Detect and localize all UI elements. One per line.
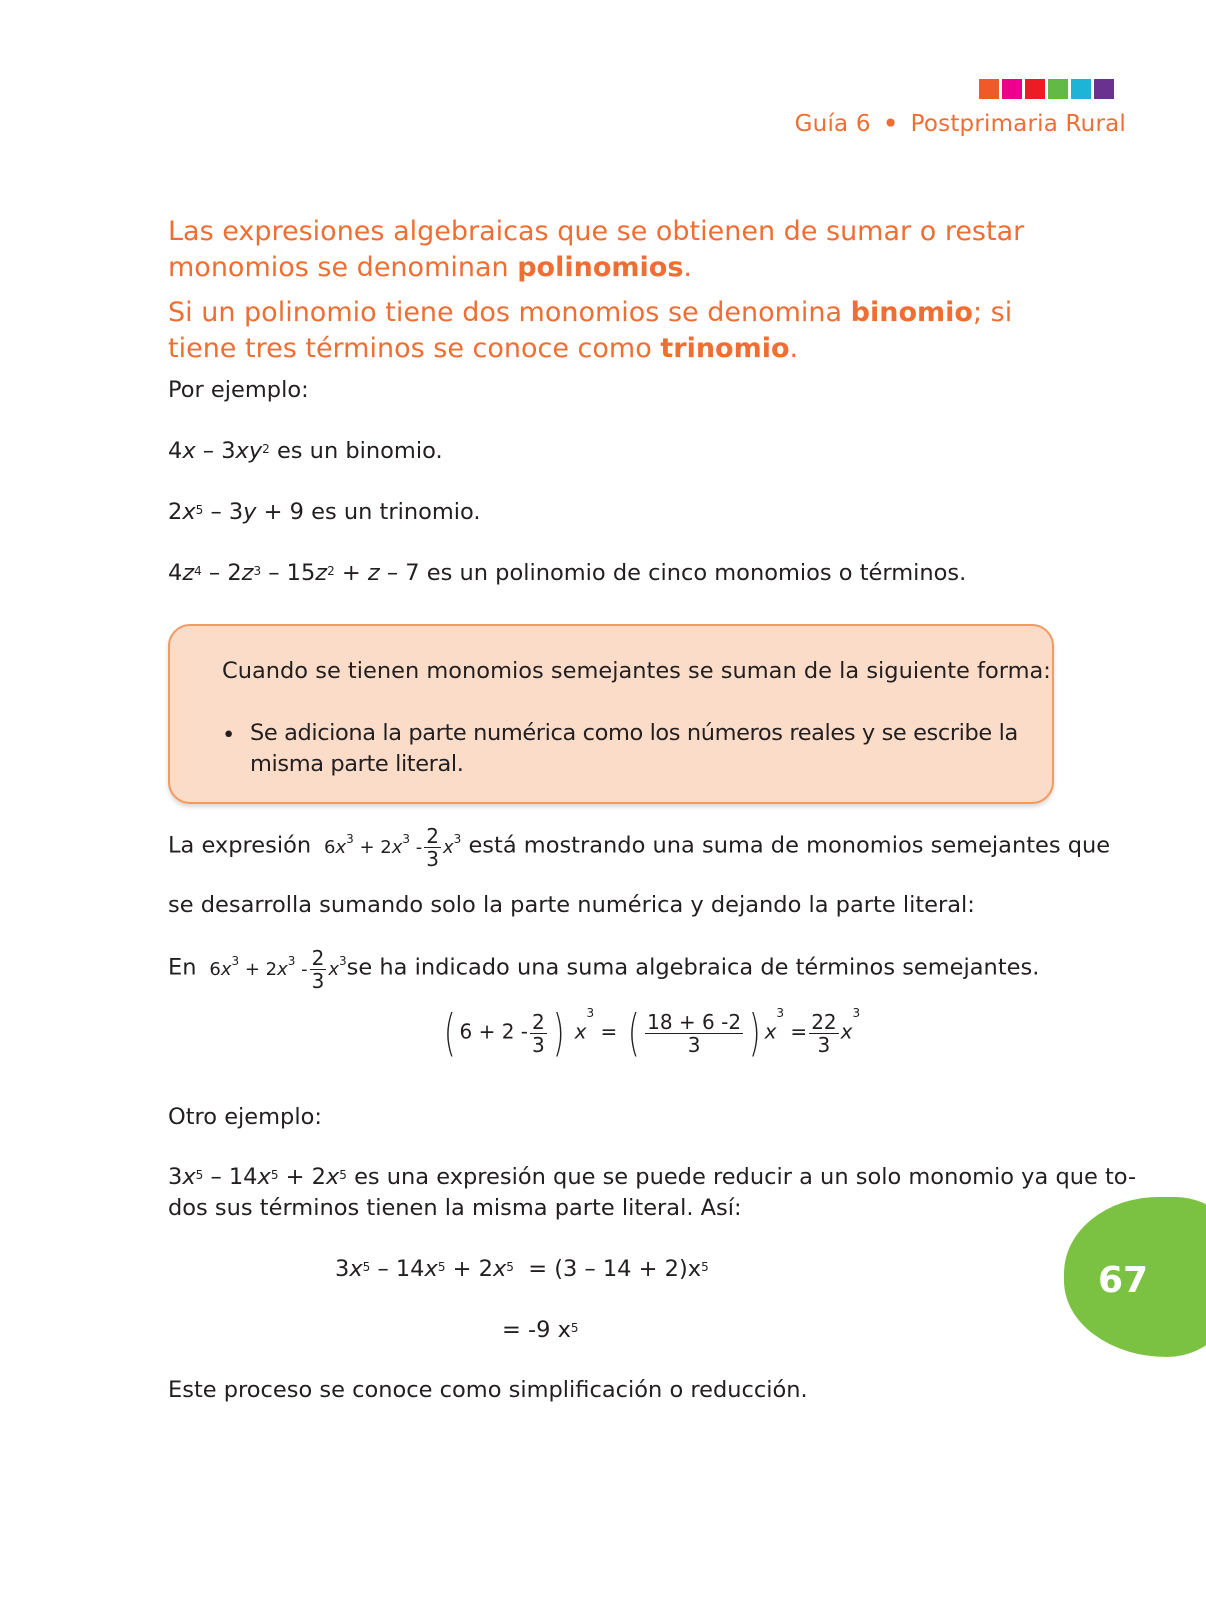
other-intro: Otro ejemplo: <box>168 1104 322 1130</box>
example-suffix: es un binomio. <box>276 438 443 464</box>
definition-period: . <box>789 333 799 364</box>
definition-binomio-trinomio <box>168 295 1068 367</box>
note-lead: Cuando se tienen monomios semejantes se suman de la siguiente forma: <box>222 658 1051 684</box>
example-suffix: es un polinomio de cinco monomios o términos. <box>426 560 967 586</box>
other-line-1 <box>168 1162 1136 1193</box>
math-other-expression: $3x^5 - 14x^5 + 2x^5$ <box>168 1164 347 1190</box>
color-square-orange <box>979 79 999 99</box>
term-binomio: binomio <box>850 297 973 328</box>
other-line-2: dos sus términos tienen la misma parte literal. Así: <box>168 1195 742 1221</box>
running-header <box>795 111 1126 137</box>
header-separator: • <box>883 111 899 137</box>
definition-period: . <box>683 252 692 283</box>
reduction-step-2: = -9 $x^5$ <box>502 1317 579 1343</box>
computation-formula: ( 6 + 2 - $\frac{2}{3}$ ) $x^3$ = ( $\frac{18 + 6 -2}{3}$ ) $x^3$ = $\frac{22}{3}$ $x^3$ <box>443 1004 861 1062</box>
guide-label: Guía 6 <box>794 111 871 137</box>
page-number: 67 <box>1098 1260 1149 1301</box>
definition-polinomio <box>168 214 1068 286</box>
reduction-step-1: $3x^5 - 14x^5 + 2x^5 = (3 - 14 + 2)x^5$ <box>335 1256 709 1282</box>
definition-text: Si un polinomio tiene dos monomios se denomina <box>168 297 843 328</box>
color-square-purple <box>1094 79 1114 99</box>
en-line <box>168 948 1039 991</box>
math-polinomio: $4z^4 - 2z^3 - 15z^2 + z - 7$ <box>168 560 420 586</box>
example-suffix: es un trinomio. <box>311 499 481 525</box>
example-binomio <box>168 436 443 467</box>
math-step-rhs: = (3 – 14 + 2)x <box>528 1256 702 1282</box>
color-square-green <box>1048 79 1068 99</box>
color-square-cyan <box>1071 79 1091 99</box>
note-item: Se adiciona la parte numérica como los números reales y se escribe la misma parte literal. <box>250 720 1018 777</box>
bullet: • <box>222 722 236 748</box>
closing-sentence: Este proceso se conoce como simplificación o reducción. <box>168 1377 808 1403</box>
expression-prefix: La expresión <box>168 832 312 859</box>
math-step-result: = -9 x <box>502 1317 571 1343</box>
term-trinomio: trinomio <box>660 333 790 364</box>
term-polinomios: polinomios <box>517 252 684 283</box>
section-label: Postprimaria Rural <box>910 111 1126 137</box>
color-square-magenta <box>1002 79 1022 99</box>
example-polinomio <box>168 558 966 589</box>
header-color-squares <box>979 79 1114 99</box>
math-step-lhs: $3x^5 - 14x^5 + 2x^5$ <box>335 1256 514 1282</box>
definition-text: Las expresiones algebraicas que se obtienen de sumar o restar monomios se denominan <box>168 216 1025 283</box>
color-square-red <box>1025 79 1045 99</box>
math-sum-expression-2: $6x^3 + 2x^3$ - $\frac{2}{3}$ $x^3$ <box>203 946 347 993</box>
definition-text: ; si tiene tres términos se conoce como <box>168 297 1013 364</box>
note-box <box>168 624 1054 804</box>
expression-line <box>168 826 1110 869</box>
math-binomio: $4x - 3xy^2$ <box>168 438 270 464</box>
en-suffix: se ha indicado una suma algebraica de términos semejantes. <box>346 954 1040 981</box>
expression-line-2: se desarrolla sumando solo la parte numérica y dejando la parte literal: <box>168 892 975 918</box>
en-prefix: En <box>168 954 197 981</box>
examples-intro: Por ejemplo: <box>168 377 309 403</box>
expression-suffix: está mostrando una suma de monomios semejantes que <box>468 832 1111 859</box>
other-text: es una expresión que se puede reducir a un solo monomio ya que to- <box>354 1164 1137 1190</box>
math-trinomio: $2x^5 - 3y + 9$ <box>168 499 304 525</box>
example-trinomio <box>168 497 481 528</box>
math-sum-expression: $6x^3 + 2x^3$ - $\frac{2}{3}$ $x^3$ <box>318 824 462 871</box>
